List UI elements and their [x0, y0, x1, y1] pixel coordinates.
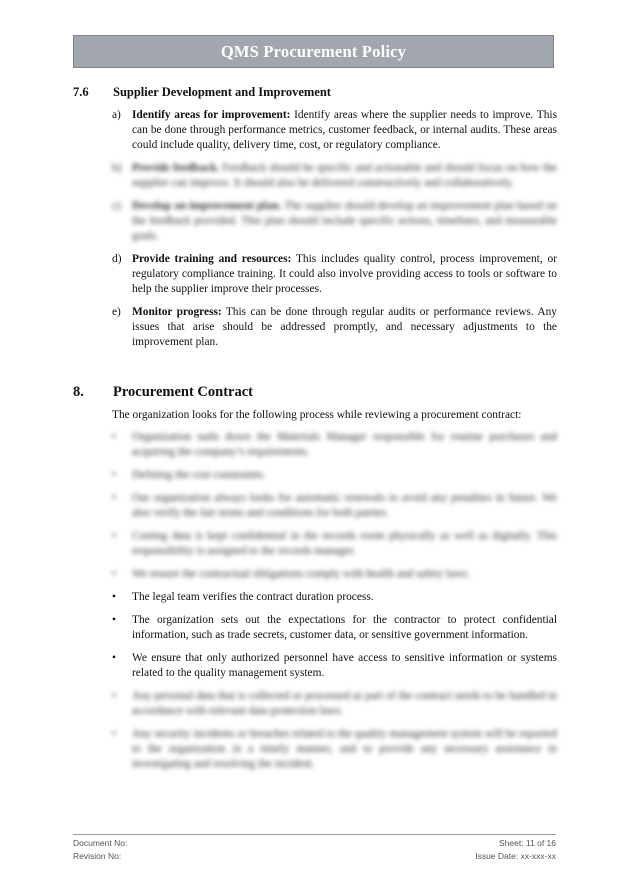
item-text: We ensure that only authorized personnel have access to sensitive information or systems related to the quality management system.	[132, 652, 557, 679]
bullet-marker: •	[112, 431, 116, 443]
item-bold-lead: Monitor progress:	[132, 306, 222, 318]
section-number: 8.	[73, 384, 84, 400]
improvement-list	[112, 108, 557, 350]
footer-sheet: Sheet: 11 of 16	[498, 838, 556, 848]
list-marker: b)	[112, 162, 122, 174]
document-title: QMS Procurement Policy	[220, 41, 407, 61]
item-text: Our organization always looks for automatic renewals to avoid any penalties in future. We also verify the fair terms and conditions for both parties.	[132, 492, 557, 519]
list-item	[112, 491, 557, 521]
document-header	[73, 35, 554, 68]
list-item	[112, 689, 557, 719]
list-item	[112, 108, 557, 153]
bullet-marker: •	[112, 568, 116, 580]
list-item	[112, 651, 557, 681]
item-text: Any personal data that is collected or processed as part of the contract needs to be handled in accordance with relevant data protection laws.	[132, 690, 557, 717]
bullet-marker: •	[112, 591, 116, 603]
item-text: Defining the cost constraints.	[132, 469, 266, 481]
item-text: Costing data is kept confidential in the records room physically as well as digitally. This responsibility is assigned to the records manager.	[132, 530, 557, 557]
item-text: We ensure the contractual obligations comply with health and safety laws.	[132, 568, 470, 580]
item-text: Identify areas where the supplier needs to improve. This can be done through performance metrics, customer feedback, or internal audits. These areas could include quality, delivery time, cost, or regulatory compliance.	[132, 109, 557, 151]
list-item	[112, 567, 557, 582]
footer-issue-date: Issue Date: xx-xxx-xx	[475, 851, 556, 861]
bullet-marker: •	[112, 530, 116, 542]
list-marker: c)	[112, 200, 121, 212]
item-bold-lead: Provide training and resources:	[132, 253, 292, 265]
footer-document-no: Document No:	[73, 838, 128, 848]
section-title: Procurement Contract	[113, 384, 253, 400]
list-item	[112, 468, 557, 483]
list-item	[112, 590, 557, 605]
list-item	[112, 430, 557, 460]
item-text: Feedback should be specific and actionable and should focus on how the supplier can improve. It should also be delivered constructively and collaboratively.	[132, 162, 557, 189]
item-bold-lead: Identify areas for improvement:	[132, 109, 291, 121]
bullet-marker: •	[112, 728, 116, 740]
bullet-marker: •	[112, 614, 116, 626]
list-item	[112, 613, 557, 643]
bullet-marker: •	[112, 492, 116, 504]
item-text: This can be done through regular audits or performance reviews. Any issues that arise should be addressed promptly, and necessary adjustments to the improvement plan.	[132, 306, 557, 348]
section-title: Supplier Development and Improvement	[113, 85, 331, 99]
list-marker: d)	[112, 253, 122, 265]
item-text: Any security incidents or breaches related to the quality management system will be reported to the organization in a timely manner, and to provide any necessary assistance in investigating and resolving the incident.	[132, 728, 557, 770]
list-item	[112, 305, 557, 350]
list-item	[112, 252, 557, 297]
item-bold-lead: Develop an improvement plan.	[132, 200, 282, 212]
contract-bullet-list	[112, 430, 557, 772]
list-marker: e)	[112, 306, 121, 318]
item-text: The legal team verifies the contract duration process.	[132, 591, 374, 603]
footer-revision-no: Revision No:	[73, 851, 122, 861]
footer-divider	[73, 834, 556, 835]
list-item	[112, 199, 557, 244]
section-number: 7.6	[73, 85, 89, 99]
item-bold-lead: Provide feedback.	[132, 162, 220, 174]
list-item	[112, 161, 557, 191]
item-text: The organization sets out the expectations for the contractor to protect confidential information, such as trade secrets, customer data, or sensitive government information.	[132, 614, 557, 641]
item-text: The supplier should develop an improvement plan based on the feedback provided. This plan should include specific actions, timelines, and measurable goals.	[132, 200, 557, 242]
bullet-marker: •	[112, 469, 116, 481]
section-intro: The organization looks for the following process while reviewing a procurement contract:	[112, 409, 522, 421]
bullet-marker: •	[112, 690, 116, 702]
bullet-marker: •	[112, 652, 116, 664]
item-text: This includes quality control, process improvement, or regulatory compliance training. It could also involve providing access to tools or software to help the supplier improve their processes.	[132, 253, 557, 295]
list-item	[112, 727, 557, 772]
list-item	[112, 529, 557, 559]
list-marker: a)	[112, 109, 121, 121]
item-text: Organization nails down the Materials Manager responsible for routine purchases and acquiring the company’s requirements.	[132, 431, 557, 458]
